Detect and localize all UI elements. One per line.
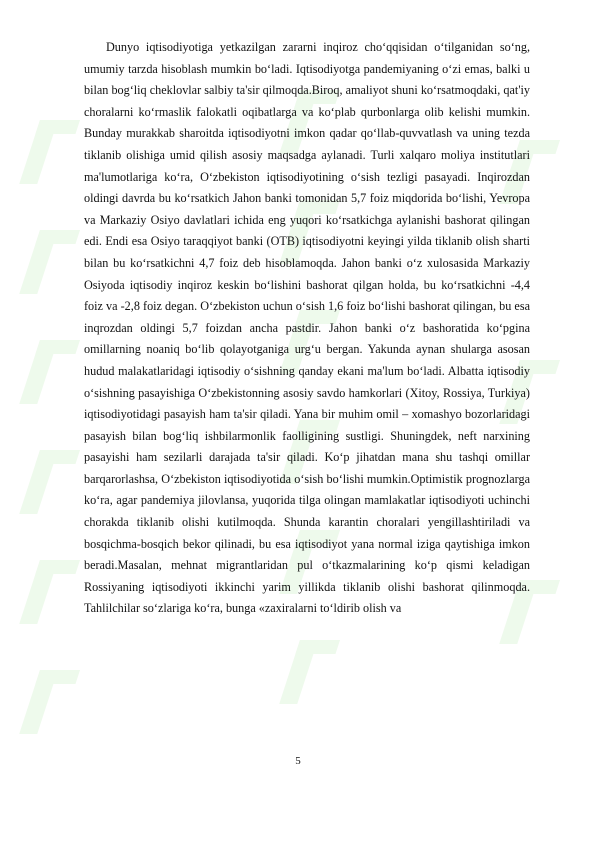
document-body (84, 37, 530, 620)
body-paragraph: Dunyo iqtisodiyotiga yetkazilgan zararni inqiroz cho‘qqisidan o‘tilganidan so‘ng, umumiy tarzda hisoblash mumkin bo‘ladi. Iqtisodiyotga pandemiyaning o‘zi emas, balki u bilan bog‘liq cheklovlar salbiy ta'sir qilmoqda.Biroq, amaliyot shuni ko‘rsatmoqdaki, qat'iy choralarni ko‘rmaslik falokatli oqibatlarga va ko‘plab qurbonlarga olib kelishi mumkin. Bunday murakkab sharoitda iqtisodiyotni imkon qadar qo‘llab-quvvatlash va uning tezda tiklanib olishiga umid qilish asosiy maqsadga aylanadi. Turli xalqaro moliya institutlari ma'lumotlariga ko‘ra, O‘zbekiston iqtisodiyotining o‘sish tezligi pasayadi. Inqirozdan oldingi davrda bu ko‘rsatkich Jahon banki tomonidan 5,7 foiz miqdorida bo‘lishi, Yevropa va Markaziy Osiyo davlatlari ichida eng yuqori ko‘rsatkichga aylanishi bashorat qilingan edi. Endi esa Osiyo taraqqiyot banki (OTB) iqtisodiyotni keyingi yilda tiklanib olish sharti bilan bu ko‘rsatkichni 4,7 foiz deb hisoblamoqda. Jahon banki o‘z xulosasida Markaziy Osiyoda iqtisodiy inqiroz keskin bo‘lishini bashorat qilgan holda, bu ko‘rsatkichni -4,4 foiz va -2,8 foiz degan. O‘zbekiston uchun o‘sish 1,6 foiz bo‘lishi bashorat qilingan, bu esa inqrozdan oldingi 5,7 foizdan ancha pastdir. Jahon banki o‘z bashoratida ko‘pgina omillarning noaniq bo‘lib qolayotganiga urg‘u bergan. Yakunda aynan shularga asosan hudud malakatlaridagi iqtisodiy o‘sishning qanday ekani ma'lum bo‘ladi. Albatta iqtisodiy o‘sishning pasayishiga O‘zbekistonning asosiy savdo hamkorlari (Xitoy, Rossiya, Turkiya) iqtisodiyotidagi pasayish ham ta'sir qiladi. Yana bir muhim omil – xomashyo bozorlaridagi pasayish bilan bog‘liq ishbilarmonlik faolligining sustligi. Shuningdek, neft narxining pasayishi ham sezilarli darajada ta'sir qiladi. Ko‘p jihatdan mana shu tashqi omillar barqarorlashsa, O‘zbekiston iqtisodiyotida o‘sish bo‘lishi mumkin.Optimistik prognozlarga ko‘ra, agar pandemiya jilovlansa, yuqorida tilga olingan mamlakatlar iqtisodiyoti uchinchi chorakda tiklanib olishi kutilmoqda. Shunda karantin choralari yengillashtiriladi va bosqichma-bosqich bekor qilinadi, bu esa iqtisodiyot yana normal iziga qaytishiga imkon beradi.Masalan, mehnat migrantlaridan pul o‘tkazmalarining ko‘p qismi keladigan Rossiyaning iqtisodiyoti ikkinchi yarim yillikda tiklanib olishi bashorat qilinmoqda. Tahlilchilar so‘zlariga ko‘ra, bunga «zaxiralarni to‘ldirib olish va (84, 40, 530, 616)
page-number: 5 (295, 755, 301, 767)
